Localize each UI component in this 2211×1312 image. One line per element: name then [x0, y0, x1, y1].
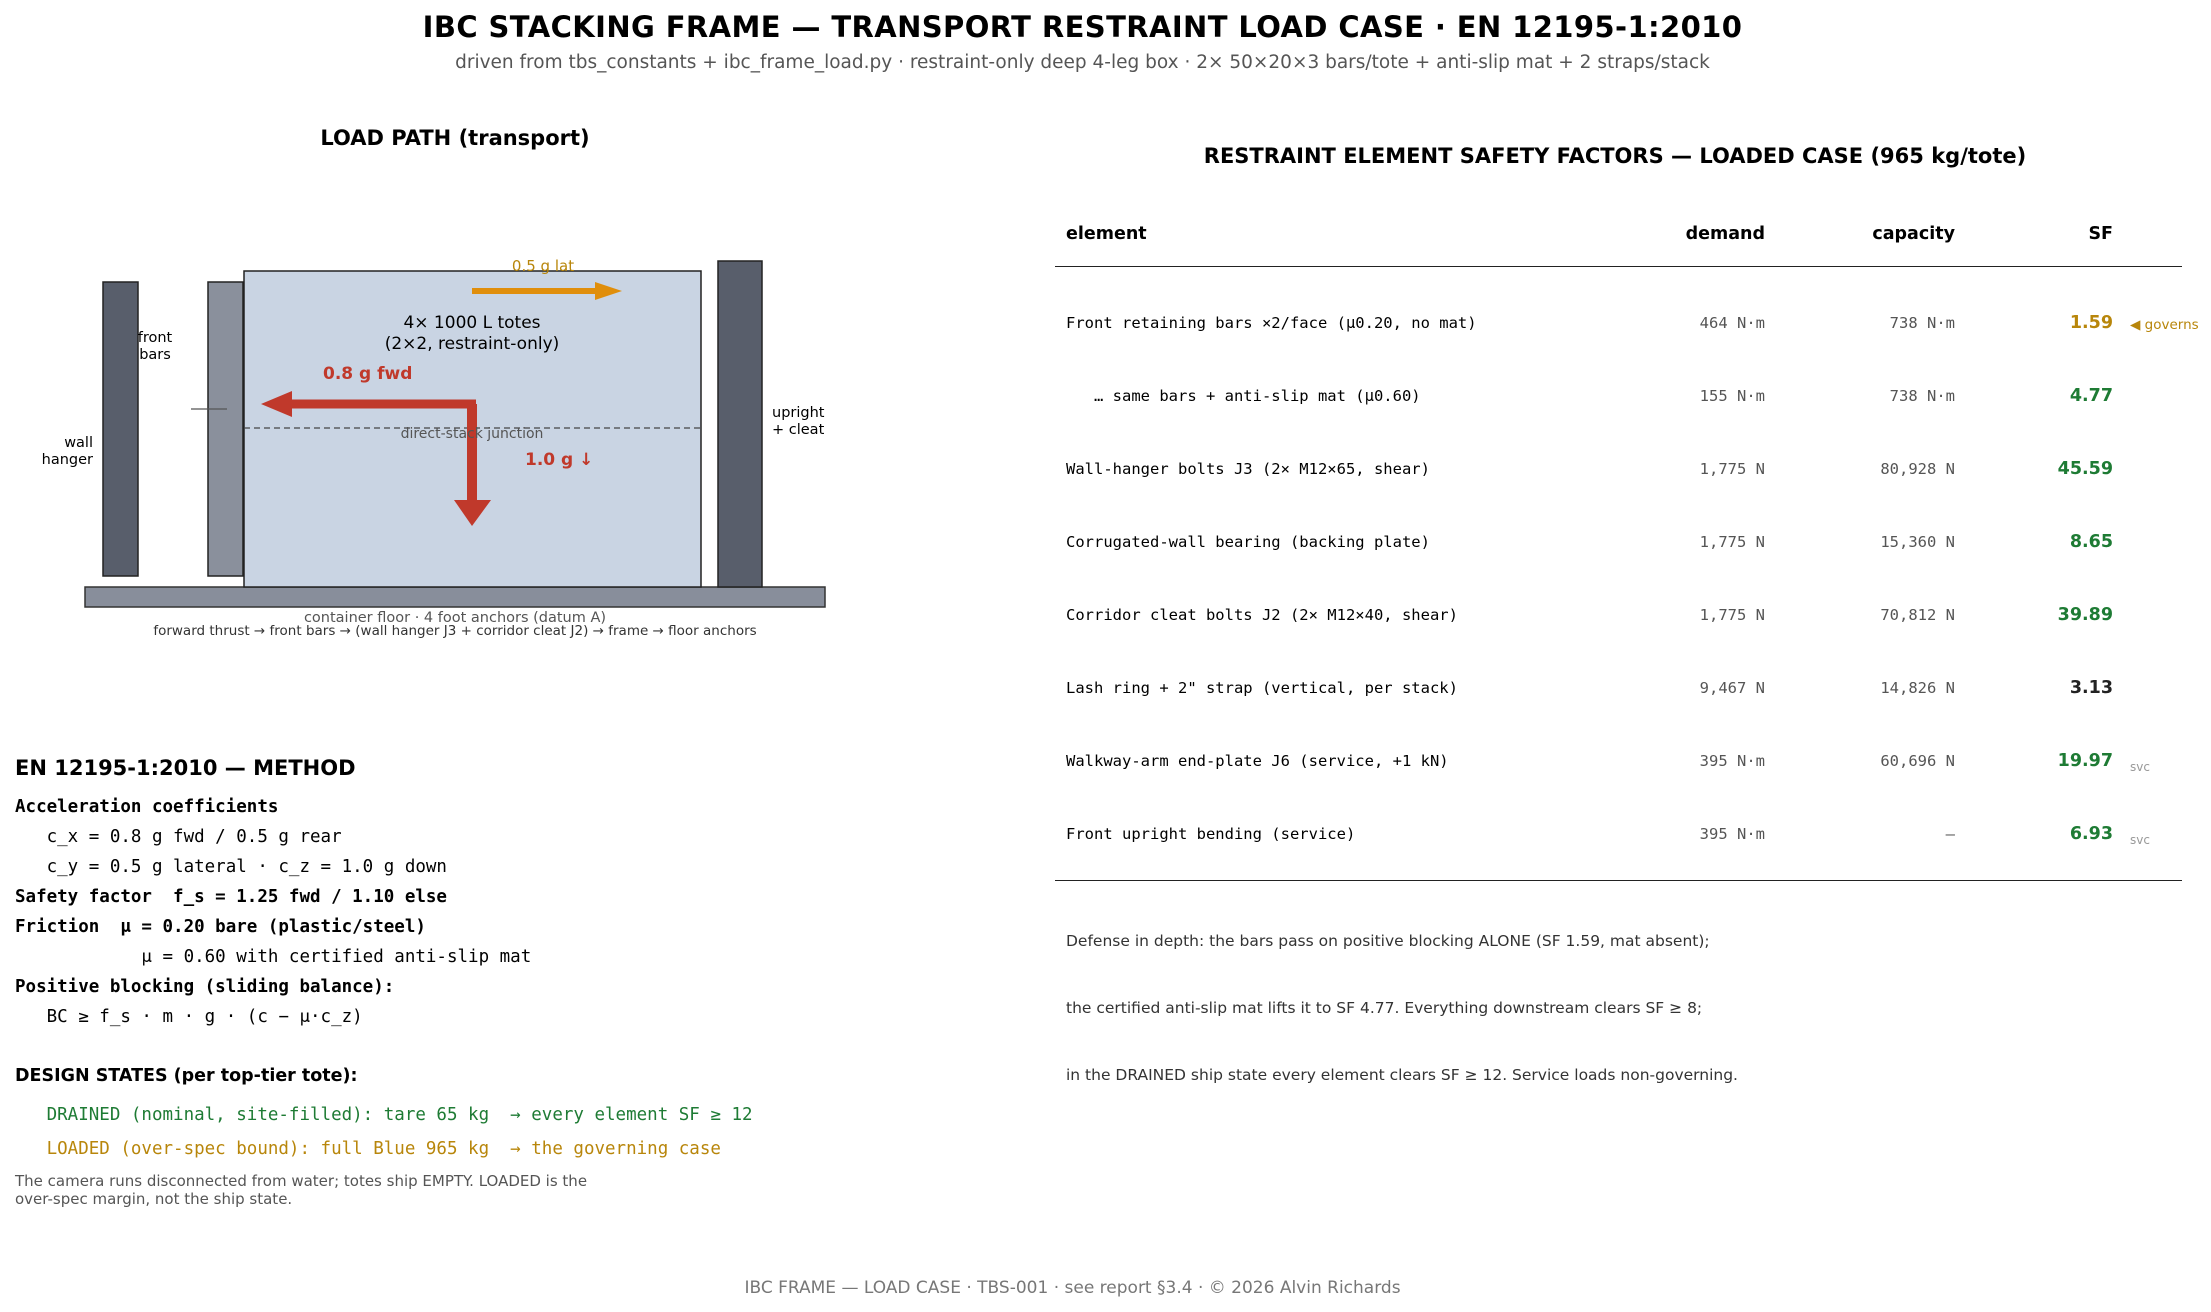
row-element: Front retaining bars ×2/face (μ0.20, no mat): [1066, 314, 1477, 332]
state-drained: DRAINED (nominal, site-filled): tare 65 kg → every element SF ≥ 12: [15, 1105, 753, 1125]
wall-hanger-label-1: wall: [64, 435, 93, 451]
defense-line: in the DRAINED ship state every element clears SF ≥ 12. Service loads non-governing.: [1066, 1066, 1738, 1084]
method-heading: EN 12195-1:2010 — METHOD: [15, 756, 356, 780]
front-bars-label-1: front: [137, 330, 173, 346]
upright-label-2: + cleat: [772, 422, 825, 438]
row-demand: 395 N·m: [1699, 752, 1765, 770]
table-top-rule: [1055, 266, 2182, 267]
upright-label-1: upright: [772, 405, 825, 421]
junction-label: direct-stack junction: [400, 426, 544, 442]
fwd-label: 0.8 g fwd: [323, 364, 413, 384]
defense-line: the certified anti-slip mat lifts it to SF 4.77. Everything downstream clears SF ≥ 8;: [1066, 999, 1703, 1017]
row-capacity: 15,360 N: [1880, 533, 1955, 551]
page-subtitle: driven from tbs_constants + ibc_frame_load.py · restraint-only deep 4-leg box · 2× 50×20×3 bars/tote + anti-slip mat + 2 straps/stack: [455, 52, 1710, 73]
totes-label-2: (2×2, restraint-only): [384, 334, 560, 354]
note-line: The camera runs disconnected from water; totes ship EMPTY. LOADED is the: [15, 1172, 588, 1190]
row-element: Corridor cleat bolts J2 (2× M12×40, shear): [1066, 606, 1458, 624]
row-capacity: 738 N·m: [1889, 387, 1955, 405]
row-capacity: 60,696 N: [1880, 752, 1955, 770]
row-sf: 6.93: [2069, 824, 2113, 844]
lat-label: 0.5 g lat: [511, 257, 575, 275]
method-note: [15, 1172, 655, 1208]
row-sf: 45.59: [2057, 459, 2113, 479]
front-bars: [208, 282, 243, 576]
col-header-sf: SF: [2088, 224, 2113, 244]
page-title: IBC STACKING FRAME — TRANSPORT RESTRAINT LOAD CASE · EN 12195-1:2010: [422, 10, 1743, 44]
down-label: 1.0 g ↓: [525, 450, 594, 470]
page-footer: IBC FRAME — LOAD CASE · TBS-001 · see report §3.4 · © 2026 Alvin Richards: [744, 1278, 1401, 1298]
method-line: Safety factor f_s = 1.25 fwd / 1.10 else: [15, 887, 447, 907]
row-sf: 4.77: [2069, 386, 2113, 406]
row-sf: 19.97: [2057, 751, 2113, 771]
method-line: c_y = 0.5 g lateral · c_z = 1.0 g down: [15, 857, 447, 877]
row-element: Corrugated-wall bearing (backing plate): [1066, 533, 1430, 551]
row-sf: 8.65: [2069, 532, 2113, 552]
method-line: Acceleration coefficients: [15, 797, 279, 817]
method-line: μ = 0.60 with certified anti-slip mat: [15, 947, 532, 967]
row-capacity: –: [1945, 825, 1955, 843]
row-demand: 1,775 N: [1699, 606, 1765, 624]
note-line: over-spec margin, not the ship state.: [15, 1190, 293, 1208]
totes-label-1: 4× 1000 L totes: [403, 313, 541, 333]
row-sf: 39.89: [2057, 605, 2113, 625]
floor-label: container floor · 4 foot anchors (datum A): [303, 610, 607, 626]
method-line: BC ≥ f_s · m · g · (c − μ·c_z): [15, 1007, 363, 1027]
table-bottom-rule: [1055, 880, 2182, 881]
row-capacity: 738 N·m: [1889, 314, 1955, 332]
col-header-demand: demand: [1685, 224, 1765, 244]
defense-line: Defense in depth: the bars pass on positive blocking ALONE (SF 1.59, mat absent);: [1066, 932, 1710, 950]
front-bars-label-2: bars: [139, 347, 171, 363]
row-tag: ◀ governs: [2130, 317, 2199, 333]
row-element: Front upright bending (service): [1066, 825, 1356, 843]
row-demand: 155 N·m: [1699, 387, 1765, 405]
method-line: Positive blocking (sliding balance):: [15, 977, 395, 997]
wall-hanger-label-2: hanger: [41, 452, 93, 468]
row-capacity: 70,812 N: [1880, 606, 1955, 624]
row-element: Lash ring + 2" strap (vertical, per stack): [1066, 679, 1458, 697]
sf-table-title: RESTRAINT ELEMENT SAFETY FACTORS — LOADED CASE (965 kg/tote): [1203, 144, 2027, 168]
load-path-title: LOAD PATH (transport): [320, 126, 590, 150]
container-floor: [85, 587, 825, 607]
row-demand: 1,775 N: [1699, 533, 1765, 551]
load-path-diagram: [0, 0, 910, 680]
state-loaded: LOADED (over-spec bound): full Blue 965 kg → the governing case: [15, 1139, 721, 1159]
row-demand: 9,467 N: [1699, 679, 1765, 697]
upright-cleat: [718, 261, 762, 587]
row-sf: 3.13: [2069, 678, 2113, 698]
method-line: Friction μ = 0.20 bare (plastic/steel): [15, 917, 426, 937]
method-line: c_x = 0.8 g fwd / 0.5 g rear: [15, 827, 342, 847]
load-path-caption: forward thrust → front bars → (wall hanger J3 + corridor cleat J2) → frame → floor anchors: [153, 623, 757, 639]
row-tag: svc: [2130, 760, 2150, 774]
row-tag: svc: [2130, 833, 2150, 847]
col-header-capacity: capacity: [1872, 224, 1955, 244]
row-demand: 1,775 N: [1699, 460, 1765, 478]
row-capacity: 14,826 N: [1880, 679, 1955, 697]
row-capacity: 80,928 N: [1880, 460, 1955, 478]
row-demand: 395 N·m: [1699, 825, 1765, 843]
wall-hanger: [103, 282, 138, 576]
row-demand: 464 N·m: [1699, 314, 1765, 332]
row-element: … same bars + anti-slip mat (μ0.60): [1066, 387, 1421, 405]
row-element: Walkway-arm end-plate J6 (service, +1 kN): [1066, 752, 1449, 770]
row-element: Wall-hanger bolts J3 (2× M12×65, shear): [1066, 460, 1430, 478]
col-header-element: element: [1066, 224, 1147, 244]
row-sf: 1.59: [2069, 313, 2113, 333]
design-states-heading: DESIGN STATES (per top-tier tote):: [15, 1066, 358, 1086]
